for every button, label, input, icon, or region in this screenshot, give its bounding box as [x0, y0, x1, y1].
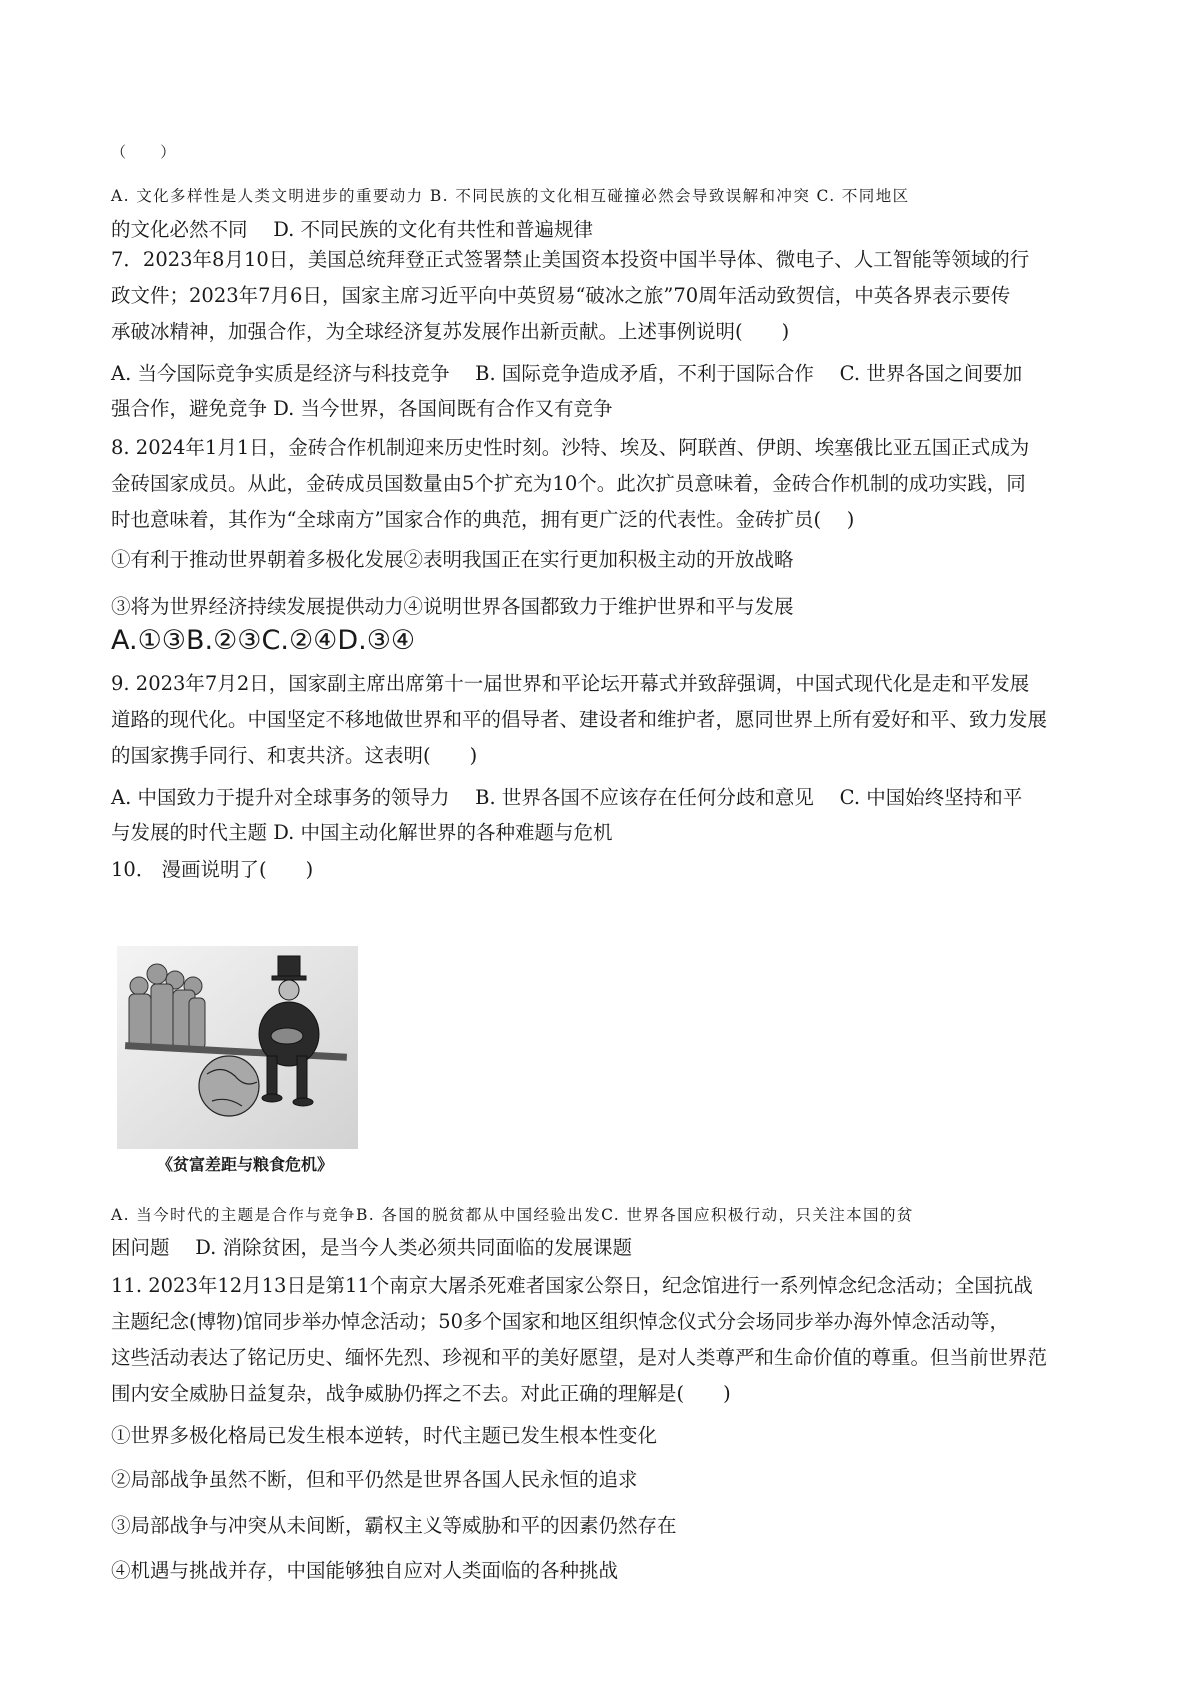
- q11-stem-line2: 主题纪念(博物)馆同步举办悼念活动；50多个国家和地区组织悼念仪式分会场同步举办海外悼念活动等，: [111, 1310, 1010, 1333]
- q7-stem-line2: 政文件；2023年7月6日，国家主席习近平向中英贸易“破冰之旅”70周年活动致贺信，中英各界表示要传: [111, 284, 1011, 307]
- q11-statement-3: ③局部战争与冲突从未间断，霸权主义等威胁和平的因素仍然存在: [111, 1514, 677, 1537]
- q6-options-line2: 的文化必然不同 D. 不同民族的文化有共性和普遍规律: [111, 218, 594, 241]
- cartoon-image: [117, 946, 358, 1149]
- q10-options-line1: A. 当今时代的主题是合作与竞争B. 各国的脱贫都从中国经验出发C. 世界各国应积极行动，只关注本国的贫: [111, 1206, 914, 1224]
- q6-options-line1: A. 文化多样性是人类文明进步的重要动力 B. 不同民族的文化相互碰撞必然会导致误解和冲突 C. 不同地区: [111, 187, 910, 205]
- q11-statement-2: ②局部战争虽然不断，但和平仍然是世界各国人民永恒的追求: [111, 1468, 638, 1491]
- q11-stem-line4: 围内安全威胁日益复杂，战争威胁仍挥之不去。对此正确的理解是( ): [111, 1382, 731, 1405]
- q8-stem-line1: 8. 2024年1月1日，金砖合作机制迎来历史性时刻。沙特、埃及、阿联酋、伊朗、埃塞俄比亚五国正式成为: [111, 436, 1030, 459]
- q6-blank-parens: （ ）: [111, 143, 177, 161]
- q10-stem: 10． 漫画说明了( ): [111, 858, 314, 881]
- q8-stem-line3: 时也意味着，其作为“全球南方”国家合作的典范，拥有更广泛的代表性。金砖扩员( ): [111, 508, 855, 531]
- q10-options-line2: 困问题 D. 消除贫困，是当今人类必须共同面临的发展课题: [111, 1236, 633, 1259]
- q8-options: A.①③B.②③C.②④D.③④: [111, 625, 416, 656]
- cartoon-caption: 《贫富差距与粮食危机》: [157, 1155, 334, 1174]
- q9-stem-line3: 的国家携手同行、和衷共济。这表明( ): [111, 744, 478, 767]
- q7-stem-line1: 7．2023年8月10日，美国总统拜登正式签署禁止美国资本投资中国半导体、微电子、人工智能等领域的行: [111, 248, 1030, 271]
- q9-options-line1: A. 中国致力于提升对全球事务的领导力 B. 世界各国不应该存在任何分歧和意见 C. 中国始终坚持和平: [111, 786, 1023, 809]
- q9-stem-line1: 9. 2023年7月2日，国家副主席出席第十一届世界和平论坛开幕式并致辞强调，中国式现代化是走和平发展: [111, 672, 1030, 695]
- q7-options-line1: A. 当今国际竞争实质是经济与科技竞争 B. 国际竞争造成矛盾，不利于国际合作 C. 世界各国之间要加: [111, 362, 1023, 385]
- q11-statement-4: ④机遇与挑战并存，中国能够独自应对人类面临的各种挑战: [111, 1559, 619, 1582]
- q8-statement-3-4: ③将为世界经济持续发展提供动力④说明世界各国都致力于维护世界和平与发展: [111, 595, 794, 618]
- q11-stem-line3: 这些活动表达了铭记历史、缅怀先烈、珍视和平的美好愿望，是对人类尊严和生命价值的尊重。但当前世界范: [111, 1346, 1048, 1369]
- q7-stem-line3: 承破冰精神，加强合作，为全球经济复苏发展作出新贡献。上述事例说明( ): [111, 320, 790, 343]
- q8-statement-1-2: ①有利于推动世界朝着多极化发展②表明我国正在实行更加积极主动的开放战略: [111, 548, 794, 571]
- q9-options-line2: 与发展的时代主题 D. 中国主动化解世界的各种难题与危机: [111, 821, 613, 844]
- q9-stem-line2: 道路的现代化。中国坚定不移地做世界和平的倡导者、建设者和维护者，愿同世界上所有爱好和平、致力发展: [111, 708, 1048, 731]
- q11-statement-1: ①世界多极化格局已发生根本逆转，时代主题已发生根本性变化: [111, 1424, 658, 1447]
- q8-stem-line2: 金砖国家成员。从此，金砖成员国数量由5个扩充为10个。此次扩员意味着，金砖合作机制的成功实践，同: [111, 472, 1026, 495]
- globe: [199, 1056, 259, 1116]
- poor-crowd: [129, 964, 205, 1049]
- q11-stem-line1: 11. 2023年12月13日是第11个南京大屠杀死难者国家公祭日，纪念馆进行一系列悼念纪念活动；全国抗战: [111, 1274, 1033, 1297]
- q7-options-line2: 强合作，避免竞争 D. 当今世界，各国间既有合作又有竞争: [111, 397, 613, 420]
